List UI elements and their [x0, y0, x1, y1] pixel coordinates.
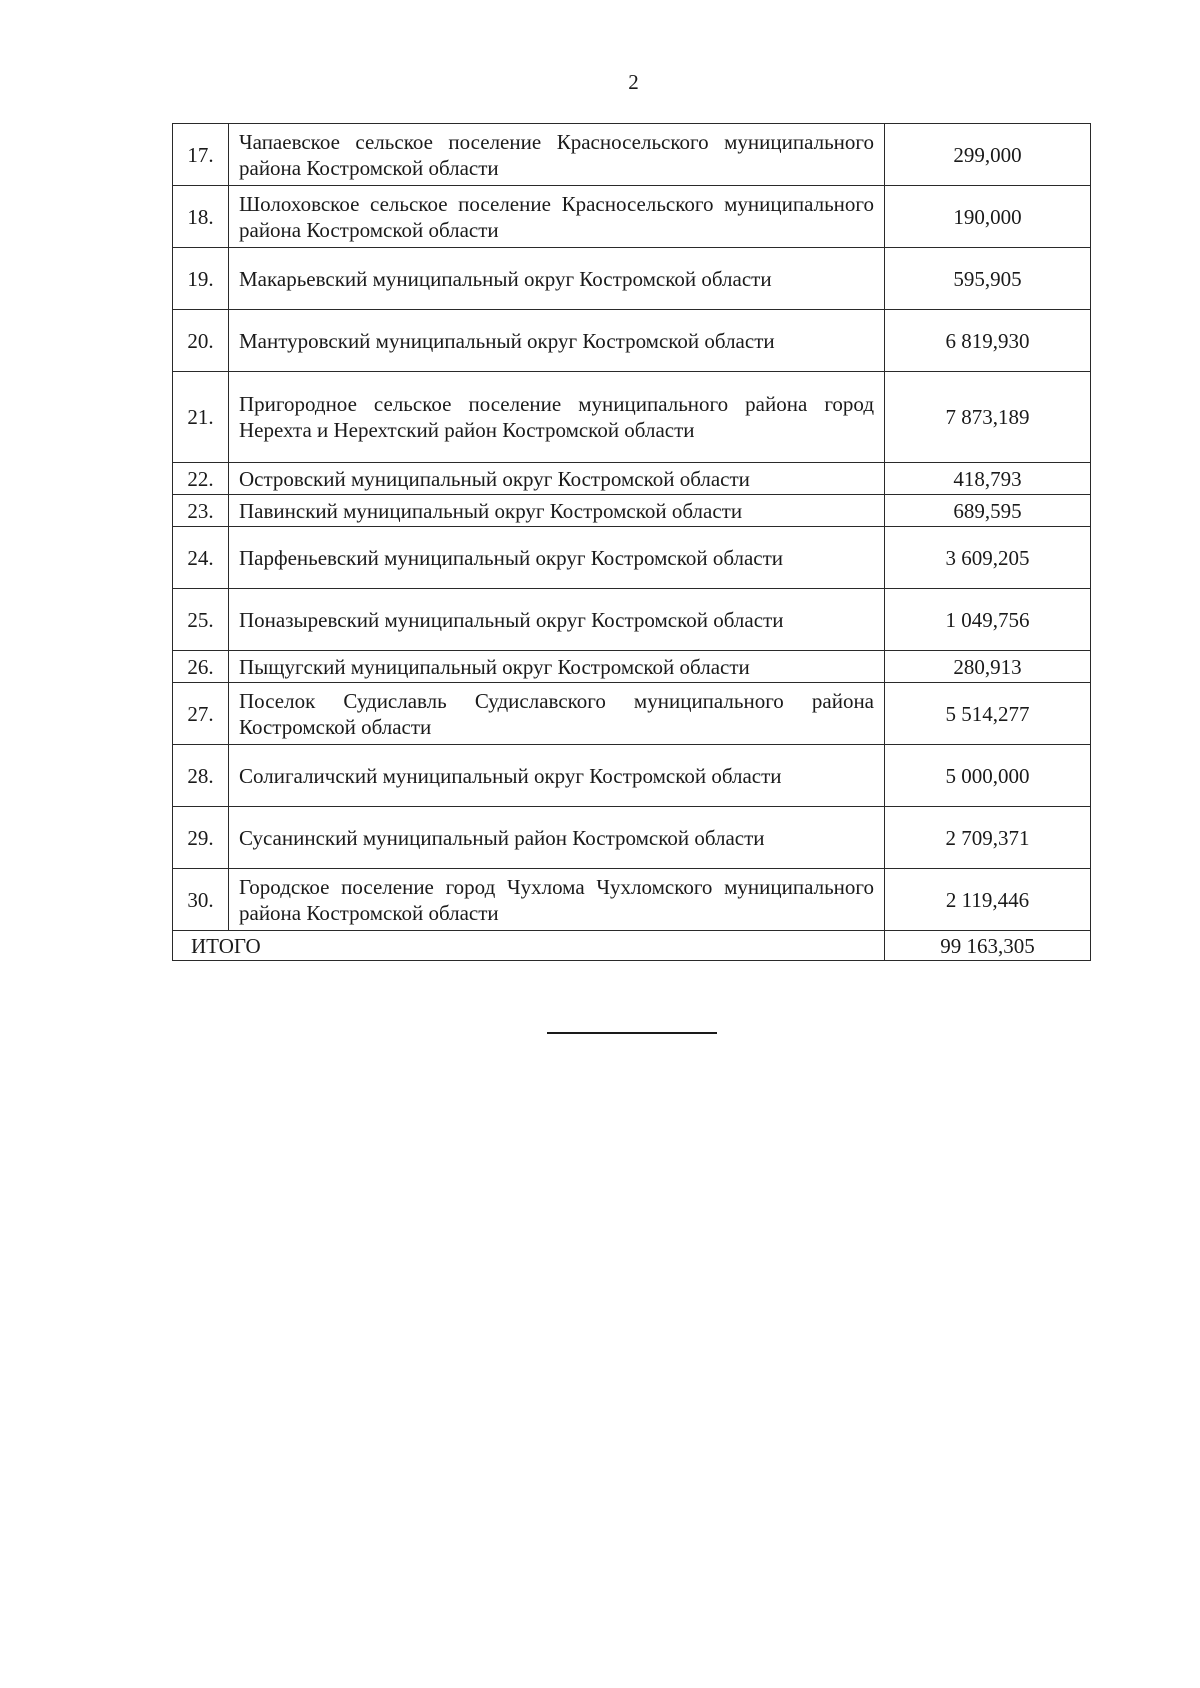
row-number: 21. — [173, 372, 229, 463]
amount-value: 280,913 — [885, 651, 1091, 683]
separator-line — [547, 1032, 717, 1034]
row-number: 27. — [173, 683, 229, 745]
amount-value: 6 819,930 — [885, 310, 1091, 372]
row-number: 25. — [173, 589, 229, 651]
table-row — [173, 683, 1091, 745]
amount-value: 595,905 — [885, 248, 1091, 310]
municipality-name: Шолоховское сельское поселение Красносельского муниципального района Костромской области — [229, 186, 885, 248]
table-row — [173, 495, 1091, 527]
total-row — [173, 931, 1091, 961]
table-row — [173, 807, 1091, 869]
municipality-name: Островский муниципальный округ Костромской области — [229, 463, 885, 495]
municipality-name: Мантуровский муниципальный округ Костромской области — [229, 310, 885, 372]
municipality-name: Солигаличский муниципальный округ Костромской области — [229, 745, 885, 807]
table-row — [173, 651, 1091, 683]
municipality-name: Чапаевское сельское поселение Красносельского муниципального района Костромской области — [229, 124, 885, 186]
row-number: 23. — [173, 495, 229, 527]
municipality-name: Пыщугский муниципальный округ Костромской области — [229, 651, 885, 683]
municipality-name: Сусанинский муниципальный район Костромской области — [229, 807, 885, 869]
table-row — [173, 248, 1091, 310]
amount-value: 2 119,446 — [885, 869, 1091, 931]
amount-value: 5 514,277 — [885, 683, 1091, 745]
amount-value: 5 000,000 — [885, 745, 1091, 807]
table-row — [173, 310, 1091, 372]
table-row — [173, 745, 1091, 807]
table-row — [173, 186, 1091, 248]
row-number: 26. — [173, 651, 229, 683]
municipality-name: Пригородное сельское поселение муниципального района город Нерехта и Нерехтский район Костромской области — [229, 372, 885, 463]
row-number: 28. — [173, 745, 229, 807]
table-row — [173, 589, 1091, 651]
amount-value: 190,000 — [885, 186, 1091, 248]
table-row — [173, 463, 1091, 495]
table-row — [173, 527, 1091, 589]
municipality-name: Макарьевский муниципальный округ Костромской области — [229, 248, 885, 310]
grant-table — [172, 123, 1091, 961]
table-row — [173, 869, 1091, 931]
municipality-name: Павинский муниципальный округ Костромской области — [229, 495, 885, 527]
row-number: 24. — [173, 527, 229, 589]
row-number: 30. — [173, 869, 229, 931]
table-row — [173, 124, 1091, 186]
page-number: 2 — [628, 70, 639, 94]
amount-value: 7 873,189 — [885, 372, 1091, 463]
total-label: ИТОГО — [173, 931, 885, 961]
amount-value: 299,000 — [885, 124, 1091, 186]
amount-value: 418,793 — [885, 463, 1091, 495]
amount-value: 1 049,756 — [885, 589, 1091, 651]
amount-value: 3 609,205 — [885, 527, 1091, 589]
row-number: 17. — [173, 124, 229, 186]
row-number: 29. — [173, 807, 229, 869]
row-number: 20. — [173, 310, 229, 372]
total-amount: 99 163,305 — [885, 931, 1091, 961]
municipality-name: Парфеньевский муниципальный округ Костромской области — [229, 527, 885, 589]
amount-value: 689,595 — [885, 495, 1091, 527]
table-row — [173, 372, 1091, 463]
row-number: 19. — [173, 248, 229, 310]
municipality-name: Городское поселение город Чухлома Чухломского муниципального района Костромской области — [229, 869, 885, 931]
municipality-name: Поназыревский муниципальный округ Костромской области — [229, 589, 885, 651]
row-number: 18. — [173, 186, 229, 248]
row-number: 22. — [173, 463, 229, 495]
municipality-name: Поселок Судиславль Судиславского муниципального района Костромской области — [229, 683, 885, 745]
amount-value: 2 709,371 — [885, 807, 1091, 869]
